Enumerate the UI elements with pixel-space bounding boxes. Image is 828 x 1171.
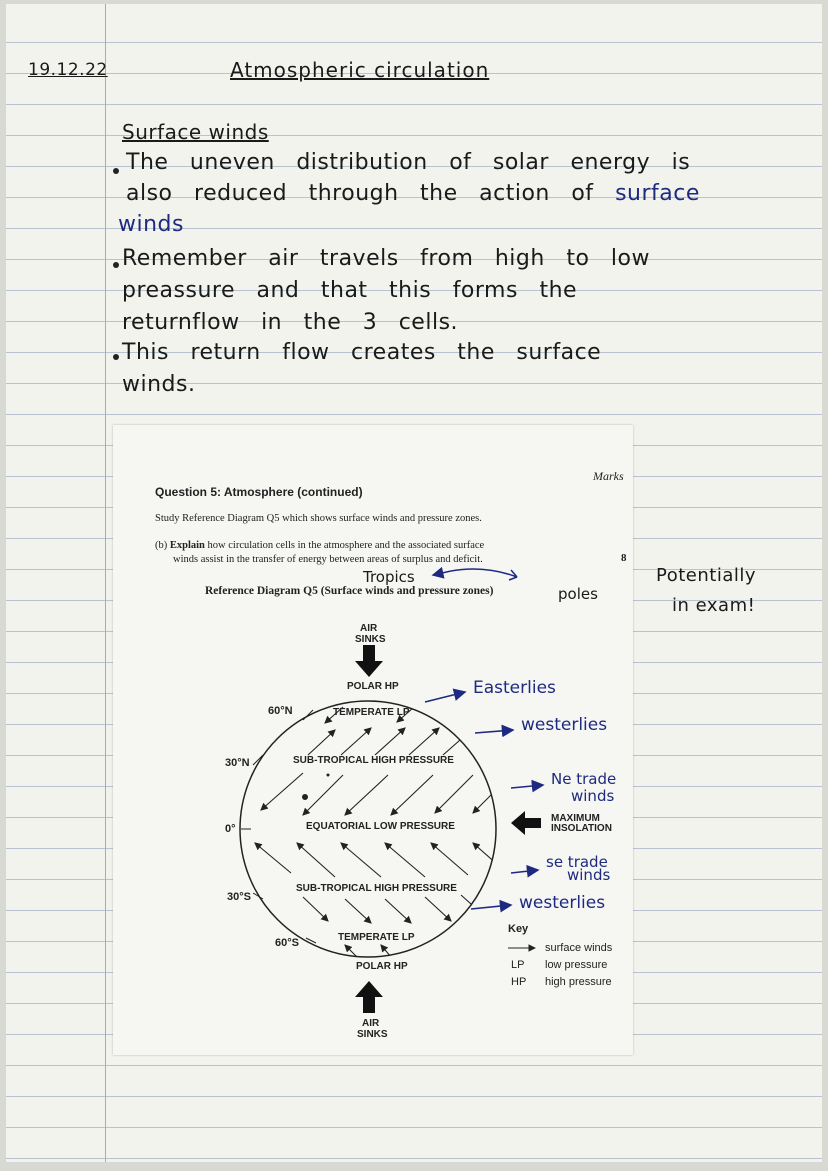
polar-hp-top: POLAR HP	[347, 681, 399, 692]
ink-arrow-poles	[451, 569, 517, 577]
key-low-pressure: low pressure	[545, 959, 608, 971]
annotation-ne-trade-1: Ne trade	[551, 770, 617, 788]
part-marks: 8	[621, 552, 627, 564]
bullet-3-line-2: winds.	[122, 372, 196, 397]
air-sinks-arrow-bottom	[355, 981, 383, 1013]
air-sinks-bottom-1: AIR	[362, 1018, 380, 1029]
insolation-arrow	[511, 811, 541, 835]
question-title: Question 5: Atmosphere (continued)	[155, 485, 363, 499]
question-part-line-2: winds assist in the transfer of energy between areas of surplus and deficit.	[173, 554, 483, 565]
annotation-ne-trade-2: winds	[571, 787, 615, 805]
study-text: Study Reference Diagram Q5 which shows surface winds and pressure zones.	[155, 513, 482, 524]
pen-dot	[327, 774, 330, 777]
annotation-tropics: Tropics	[363, 568, 415, 586]
annotation-se-trade-2: winds	[567, 866, 611, 884]
equatorial-low: EQUATORIAL LOW PRESSURE	[306, 821, 455, 832]
bullet-1-line-2-text: also reduced through the action of	[126, 181, 594, 206]
ink-arrow-westerlies-n	[475, 730, 513, 733]
highlight-winds: winds	[118, 212, 184, 237]
ink-arrow-easterlies	[425, 692, 465, 702]
pen-dot	[302, 794, 308, 800]
latitude-eq: 0°	[225, 823, 236, 835]
page-title: Atmospheric circulation	[230, 58, 490, 82]
part-bold: Explain	[169, 540, 205, 551]
latitude-30n: 30°N	[225, 757, 250, 769]
key-surface-winds: surface winds	[545, 942, 613, 954]
annotation-se-trade-1: se trade	[546, 853, 608, 871]
notes-subheading: Surface winds	[122, 120, 269, 144]
subtropical-high-north: SUB-TROPICAL HIGH PRESSURE	[293, 755, 454, 766]
latitude-60n: 60°N	[268, 705, 293, 717]
air-sinks-top-1: AIR	[360, 623, 378, 634]
bullet-3-line-1: This return flow creates the surface	[122, 340, 602, 365]
key-title: Key	[508, 923, 529, 935]
bullet-dot	[113, 354, 119, 360]
latitude-30s: 30°S	[227, 891, 251, 903]
annotation-easterlies: Easterlies	[473, 678, 556, 698]
bullet-dot	[113, 168, 119, 174]
temperate-lp-bottom: TEMPERATE LP	[338, 932, 415, 943]
subtropical-high-south: SUB-TROPICAL HIGH PRESSURE	[296, 883, 457, 894]
annotation-westerlies-north: westerlies	[521, 715, 608, 735]
annotation-westerlies-south: westerlies	[519, 893, 606, 913]
key-lp-symbol: LP	[511, 959, 525, 971]
bullet-dot	[113, 262, 119, 268]
max-insolation-1: MAXIMUM	[551, 813, 600, 824]
diagram-title: Reference Diagram Q5 (Surface winds and pressure zones)	[205, 585, 494, 597]
bullet-1-line-1: The uneven distribution of solar energy is	[126, 150, 691, 175]
annotation-poles: poles	[558, 585, 598, 603]
ink-arrow-se-trade	[511, 870, 538, 873]
max-insolation-2: INSOLATION	[551, 823, 612, 834]
air-sinks-bottom-2: SINKS	[357, 1029, 388, 1040]
annotation-potentially-1: Potentially	[656, 565, 757, 586]
highlight-surface: surface	[615, 181, 700, 206]
tick-60n	[303, 710, 313, 720]
ink-arrow-tropics	[433, 571, 451, 575]
exam-sheet	[113, 425, 633, 1055]
bullet-2-line-1: Remember air travels from high to low	[122, 246, 650, 271]
bullet-2-line-3: returnflow in the 3 cells.	[122, 310, 459, 335]
part-text-1: how circulation cells in the atmosphere and the associated surface	[207, 540, 485, 551]
air-sinks-arrow-top	[355, 645, 383, 677]
latitude-60s: 60°S	[275, 937, 299, 949]
air-sinks-top-2: SINKS	[355, 634, 386, 645]
temperate-lp-top: TEMPERATE LP	[333, 707, 410, 718]
polar-hp-bottom: POLAR HP	[356, 961, 408, 972]
bullet-2-line-2: preassure and that this forms the	[122, 278, 578, 303]
annotation-potentially-2: in exam!	[672, 595, 756, 616]
ink-arrow-ne-trade	[511, 785, 543, 788]
bullet-1-line-2	[126, 181, 700, 206]
key-high-pressure: high pressure	[545, 976, 612, 988]
part-label: (b)	[155, 540, 168, 551]
key-hp-symbol: HP	[511, 976, 527, 988]
ink-arrow-westerlies-s	[471, 905, 511, 909]
margin-line	[105, 4, 106, 1162]
marks-label: Marks	[593, 469, 624, 483]
note-date: 19.12.22	[28, 60, 108, 80]
